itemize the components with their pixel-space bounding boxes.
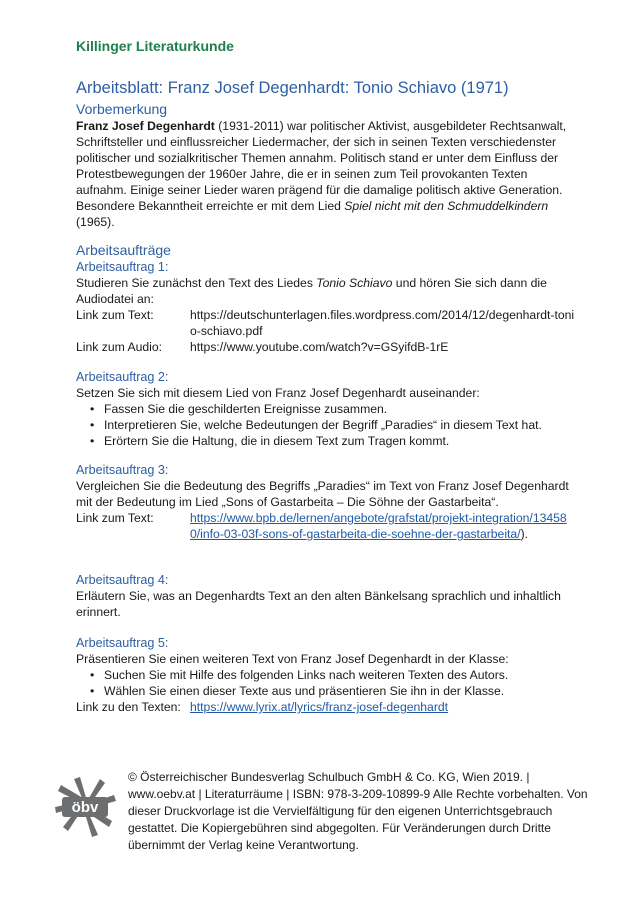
task5-bullet: • Suchen Sie mit Hilfe des folgenden Links nach weiteren Texten des Autors. <box>104 667 576 683</box>
task5-link-label: Link zu den Texten: <box>76 700 181 714</box>
intro-text-1: (1931-2011) war politischer Aktivist, ausgebildeter Rechtsanwalt, Schriftsteller und einflussreicher Liedermacher, der sich in seinen Texten verschiedenster politischer und sozialkritischer Themen annahm. Politisch stand er unter dem Einfluss der Protestbewegungen der 1960er Jahre, die er in seinen zum Teil provokanten Texten aufnahm. Einige seiner Lieder waren prägend für die damalige politisch aktive Generation. Besondere Bekanntheit erreichte er mit dem Lied <box>76 119 567 213</box>
task1-text-a: Studieren Sie zunächst den Text des Liedes <box>76 276 317 290</box>
task3-section <box>76 462 576 542</box>
author-name: Franz Josef Degenhardt <box>76 119 215 133</box>
tasks-section <box>76 241 576 355</box>
task4-heading: Arbeitsauftrag 4: <box>76 573 169 587</box>
task4-section <box>76 572 576 620</box>
task5-link-wrap <box>190 699 576 715</box>
task3-link[interactable]: https://www.bpb.de/lernen/angebote/grafstat/projekt-integration/134580/info-03-03f-sons-of-gastarbeita-die-soehne-der-gastarbeita/ <box>190 511 567 541</box>
task3-link-label: Link zum Text: <box>76 511 154 525</box>
task1-text <box>76 275 576 307</box>
task1-link-text-label: Link zum Text: <box>76 308 154 322</box>
task3-link-wrap <box>190 510 576 542</box>
task1-link-audio-row <box>76 339 576 355</box>
task3-link-row <box>76 510 576 542</box>
task2-list <box>76 401 576 449</box>
task1-text-b: und hören Sie sich dann die Audiodatei an: <box>76 276 547 306</box>
intro-paragraph <box>76 118 576 230</box>
task2-bullet: • Erörtern Sie die Haltung, die in diesem Text zum Tragen kommt. <box>104 433 576 449</box>
task1-link-audio-label: Link zum Audio: <box>76 340 163 354</box>
task4-text: Erläutern Sie, was an Degenhardts Text an den alten Bänkelsang sprachlich und inhaltlich erinnert. <box>76 589 561 619</box>
task1-link-audio-value: https://www.youtube.com/watch?v=GSyifdB-1rE <box>190 340 449 354</box>
task5-section <box>76 635 576 715</box>
task5-list <box>76 667 576 699</box>
intro-section <box>76 100 576 230</box>
brand-header: Killinger Literaturkunde <box>76 38 234 54</box>
task2-bullet: • Interpretieren Sie, welche Bedeutungen der Begriff „Paradies“ in diesem Text hat. <box>104 417 576 433</box>
task3-text: Vergleichen Sie die Bedeutung des Begriffs „Paradies“ im Text von Franz Josef Degenhardt mit der Bedeutung im Lied „Sons of Gastarbeita – Die Söhne der Gastarbeita“. <box>76 479 569 509</box>
task2-text: Setzen Sie sich mit diesem Lied von Franz Josef Degenhardt auseinander: <box>76 386 480 400</box>
task3-heading: Arbeitsauftrag 3: <box>76 463 169 477</box>
task1-heading: Arbeitsauftrag 1: <box>76 260 169 274</box>
task2-bullet: • Fassen Sie die geschilderten Ereignisse zusammen. <box>104 401 576 417</box>
task3-link-suffix: ). <box>520 527 529 541</box>
tasks-heading: Arbeitsaufträge <box>76 242 171 258</box>
task5-text: Präsentieren Sie einen weiteren Text von Franz Josef Degenhardt in der Klasse: <box>76 652 509 666</box>
task1-song-title: Tonio Schiavo <box>316 276 393 290</box>
oebv-logo-icon <box>54 775 116 839</box>
song-title: Spiel nicht mit den Schmuddelkindern <box>344 199 549 213</box>
task5-bullet: • Wählen Sie einen dieser Texte aus und präsentieren Sie ihn in der Klasse. <box>104 683 576 699</box>
task5-link-row <box>76 699 576 715</box>
task5-link[interactable]: https://www.lyrix.at/lyrics/franz-josef-degenhardt <box>190 700 449 714</box>
task2-section <box>76 369 576 449</box>
intro-text-2: (1965). <box>76 215 115 229</box>
task1-link-text-value: https://deutschunterlagen.files.wordpress.com/2014/12/degenhardt-tonio-schiavo.pdf <box>190 308 575 338</box>
intro-heading: Vorbemerkung <box>76 101 168 117</box>
task5-heading: Arbeitsauftrag 5: <box>76 636 169 650</box>
task2-heading: Arbeitsauftrag 2: <box>76 370 169 384</box>
task1-link-text-row <box>76 307 576 339</box>
copyright-text: © Österreichischer Bundesverlag Schulbuch GmbH & Co. KG, Wien 2019. | www.oebv.at | Literaturräume | ISBN: 978-3-209-10899-9 Alle Rechte vorbehalten. Von dieser Druckvorlage ist die Vervielfältigung für den eigenen Unterrichtsgebrauch gestattet. Die Kopiergebühren sind abgegolten. Für Veränderungen durch Dritte übernimmt der Verlag keine Verantwortung. <box>128 770 588 852</box>
logo-text: öbv <box>71 799 99 816</box>
page-title: Arbeitsblatt: Franz Josef Degenhardt: Tonio Schiavo (1971) <box>76 79 509 97</box>
